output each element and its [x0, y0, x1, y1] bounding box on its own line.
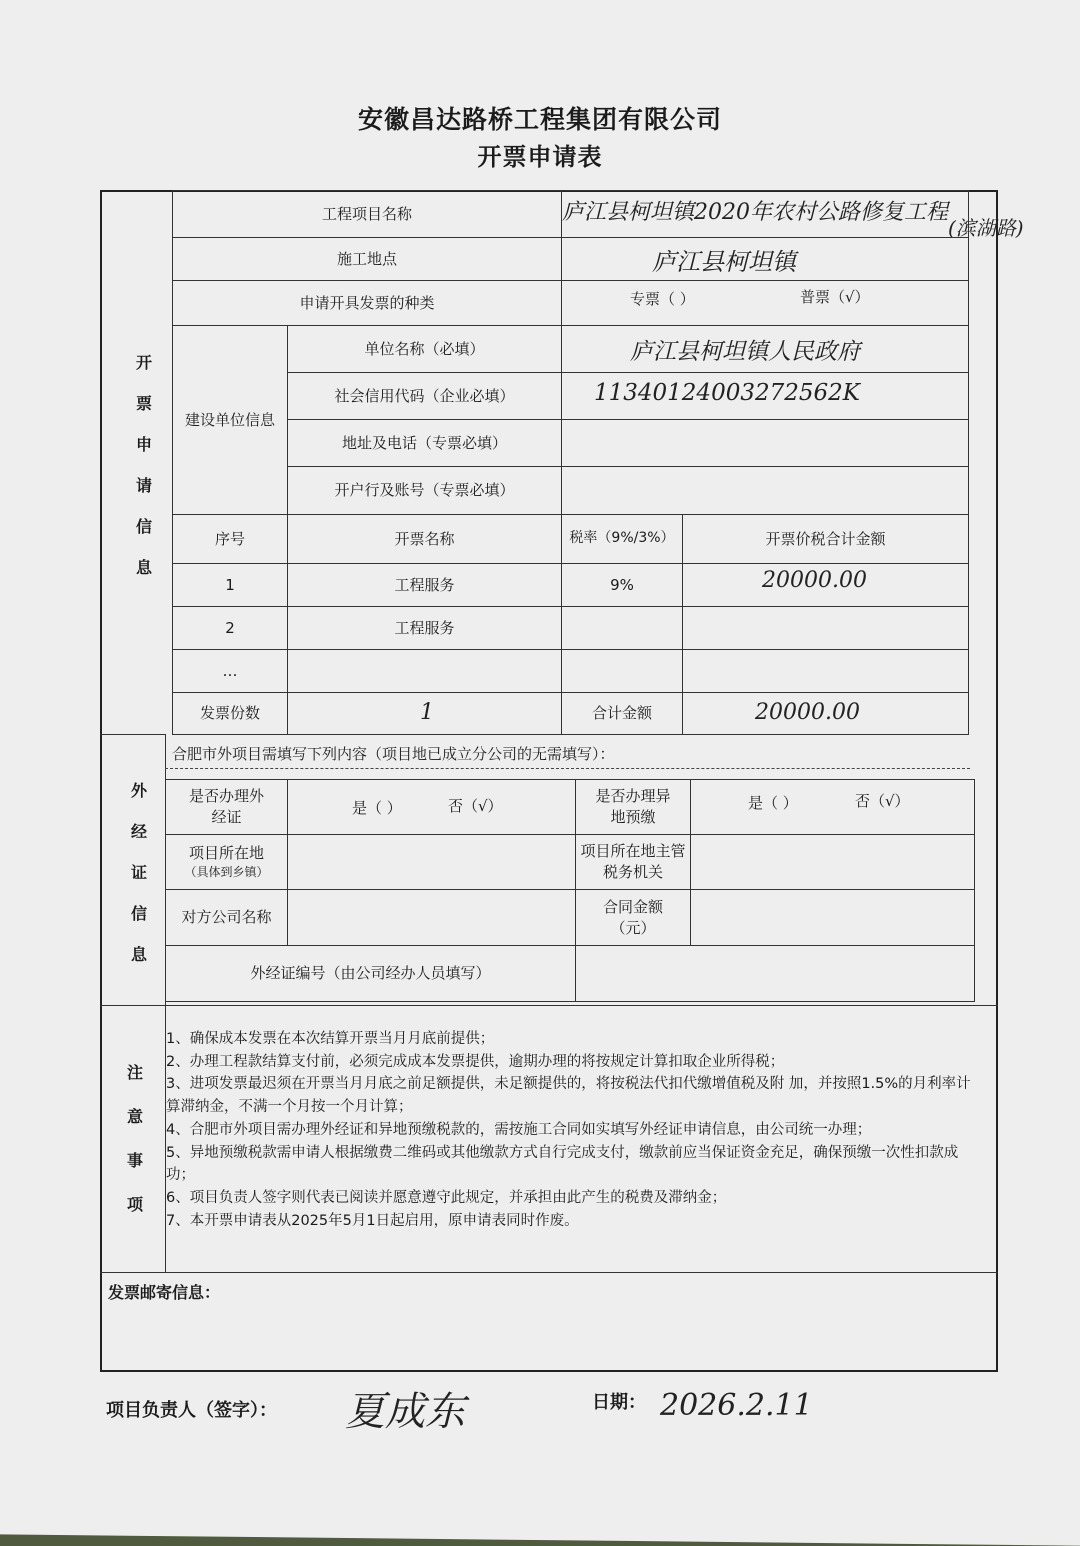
mailing-label: 发票邮寄信息： — [108, 1283, 221, 1302]
table-row-1-amount: 20000.00 — [762, 568, 867, 593]
cert-label: 是否办理外经证 — [165, 779, 288, 835]
site-value: 庐江县柯坦镇 — [652, 248, 796, 276]
note-item: 5、异地预缴税款需申请人根据缴费二维码或其他缴款方式自行完成支付，缴款前应当保证资金充足，确保预缴一次性扣款成功； — [166, 1144, 959, 1184]
note-item: 7、本开票申请表从2025年5月1日起启用，原申请表同时作废。 — [166, 1212, 579, 1229]
table-row-2-amount — [682, 606, 969, 650]
external-note: 合肥市外项目需填写下列内容（项目地已成立分公司的无需填写）： — [172, 745, 615, 763]
invoice-count-label: 发票份数 — [172, 692, 288, 735]
tax-office-label: 项目所在地主管税务机关 — [575, 834, 691, 890]
note-item: 4、合肥市外项目需办理外经证和异地预缴税款的，需按施工合同如实填写外经证申请信息，由公司统一办理； — [166, 1121, 872, 1138]
items-header-amount: 开票价税合计金额 — [682, 514, 969, 564]
total-amount-value: 20000.00 — [755, 700, 860, 725]
note-item: 6、项目负责人签字则代表已阅读并愿意遵守此规定，并承担由此产生的税费及滞纳金； — [166, 1189, 727, 1206]
date-value: 2026.2.11 — [660, 1388, 813, 1423]
table-row-3-name — [287, 649, 562, 693]
prepay-no: 否（√） — [855, 792, 910, 810]
cert-yes: 是（ ） — [352, 799, 402, 817]
notes-list — [166, 1028, 981, 1232]
section-label-notes: 注 意 事 项 — [126, 1063, 143, 1214]
location-label-cell — [165, 834, 288, 890]
partner-value-cell — [287, 889, 576, 946]
prepay-value-cell — [690, 779, 975, 835]
items-header-rate: 税率（9%/3%） — [561, 514, 683, 564]
section-label-external: 外 经 证 信 息 — [130, 781, 147, 964]
manager-signature: 夏成东 — [345, 1389, 465, 1435]
manager-label: 项目负责人（签字）： — [106, 1400, 277, 1421]
section-label-invoice: 开 票 申 请 信 息 — [135, 353, 152, 577]
prepay-yes: 是（ ） — [748, 794, 798, 812]
location-label: 项目所在地 — [188, 844, 264, 863]
unit-name-label: 单位名称（必填） — [287, 325, 562, 373]
table-row-3-no: … — [172, 649, 288, 693]
table-row-3-rate — [561, 649, 683, 693]
total-amount-label: 合计金额 — [561, 692, 683, 735]
builder-info-label: 建设单位信息 — [172, 325, 288, 515]
address-label: 地址及电话（专票必填） — [287, 419, 562, 467]
location-sublabel: （具体到乡镇） — [184, 865, 269, 880]
note-item: 2、办理工程款结算支付前，必须完成成本发票提供，逾期办理的将按规定计算扣取企业所得税； — [166, 1053, 785, 1070]
contract-value-cell — [690, 889, 975, 946]
items-header-no: 序号 — [172, 514, 288, 564]
dashed-divider — [165, 768, 970, 769]
contract-label: 合同金额（元） — [575, 889, 691, 946]
note-item: 1、确保成本发票在本次结算开票当月月底前提供； — [166, 1031, 495, 1047]
form-title: 开票申请表 — [477, 143, 603, 171]
table-row-3-amount — [682, 649, 969, 693]
table-row-2-rate — [561, 606, 683, 650]
table-row-2-no: 2 — [172, 606, 288, 650]
unit-name-value: 庐江县柯坦镇人民政府 — [630, 339, 860, 365]
table-row-1-no: 1 — [172, 563, 288, 607]
cert-no: 否（√） — [448, 797, 503, 815]
location-value-cell — [287, 834, 576, 890]
items-header-name: 开票名称 — [287, 514, 562, 564]
invoice-type-special: 专票（ ） — [630, 290, 695, 308]
cert-value-cell — [287, 779, 576, 835]
table-row-1-name: 工程服务 — [287, 563, 562, 607]
invoice-type-normal: 普票（√） — [800, 288, 870, 306]
project-name-label: 工程项目名称 — [172, 190, 562, 238]
table-row-2-name: 工程服务 — [287, 606, 562, 650]
credit-code-label: 社会信用代码（企业必填） — [287, 372, 562, 420]
project-name-value-cont: (滨湖路) — [948, 216, 1024, 240]
invoice-count-value: 1 — [420, 700, 434, 725]
section-divider-invoice — [100, 190, 173, 735]
table-row-1-rate: 9% — [561, 563, 683, 607]
bank-label: 开户行及账号（专票必填） — [287, 466, 562, 515]
invoice-type-value-cell — [561, 280, 969, 326]
tax-office-value-cell — [690, 834, 975, 890]
date-label: 日期： — [592, 1392, 646, 1413]
site-label: 施工地点 — [172, 237, 562, 281]
invoice-type-label: 申请开具发票的种类 — [172, 280, 562, 326]
credit-code-value: 11340124003272562K — [594, 380, 860, 406]
company-title: 安徽昌达路桥工程集团有限公司 — [357, 105, 722, 134]
mailing-divider — [100, 1272, 998, 1273]
address-value-cell — [561, 419, 969, 467]
cert-number-label: 外经证编号（由公司经办人员填写） — [165, 945, 576, 1002]
note-item: 3、进项发票最迟须在开票当月月底之前足额提供，未足额提供的，将按税法代扣代缴增值税及附 加，并按照1.5%的月利率计算滞纳金，不满一个月按一个月计算； — [166, 1076, 971, 1116]
partner-label: 对方公司名称 — [165, 889, 288, 946]
prepay-label: 是否办理异地预缴 — [575, 779, 691, 835]
cert-number-value-cell — [575, 945, 975, 1002]
bank-value-cell — [561, 466, 969, 515]
project-name-value: 庐江县柯坦镇2020年农村公路修复工程 — [562, 200, 948, 225]
